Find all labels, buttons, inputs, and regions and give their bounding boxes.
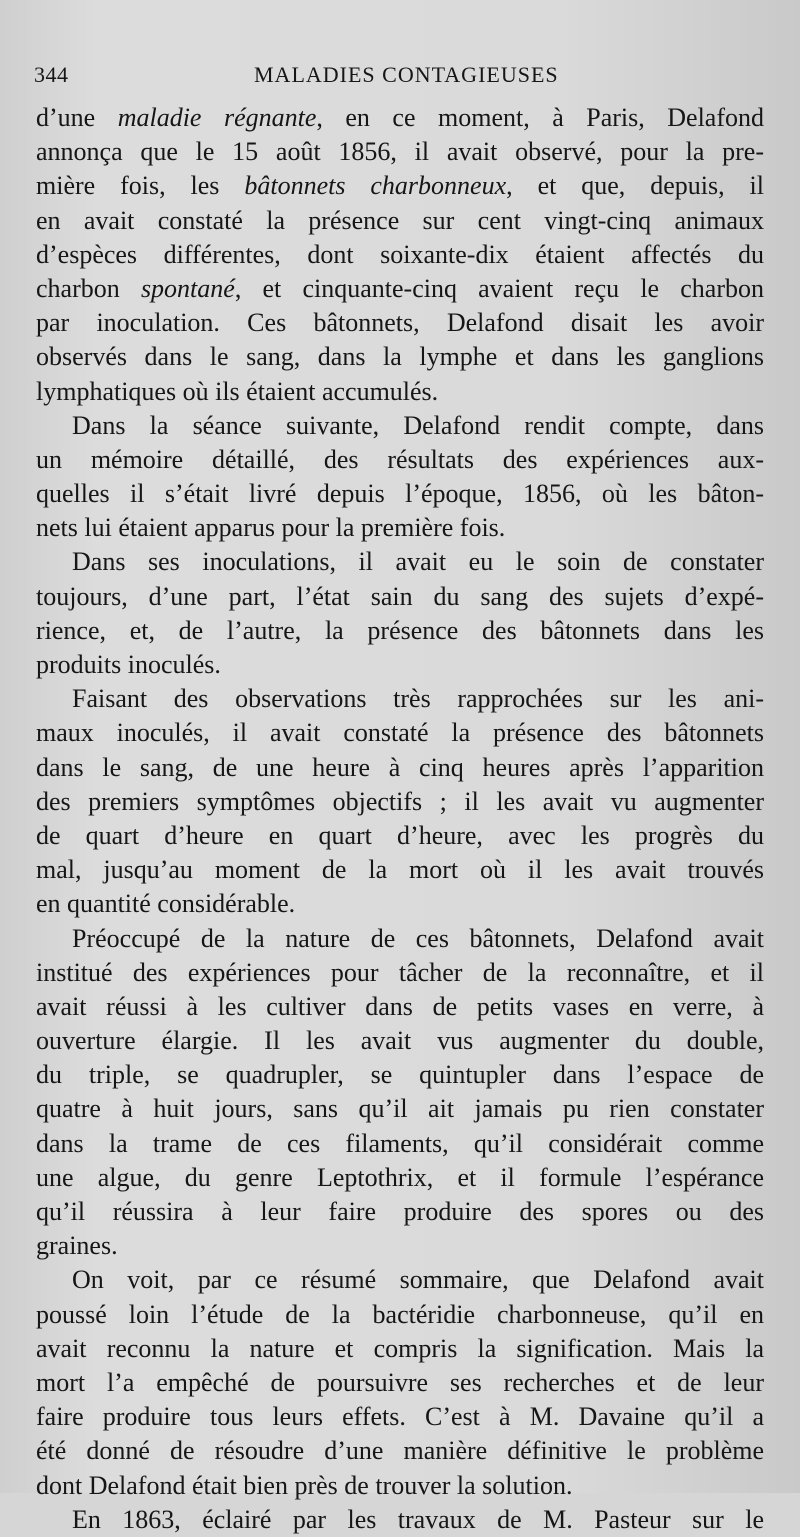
text-run: institué des expériences pour tâcher de la reconnaître, et il: [36, 957, 764, 987]
text-run: des premiers symptômes objectifs ; il les avait vu augmenter: [36, 786, 764, 816]
text-run: dont Delafond était bien près de trouver la solution.: [36, 1470, 573, 1500]
text-run: mière fois, les: [36, 171, 245, 201]
text-run: maux inoculés, il avait constaté la présence des bâtonnets: [36, 718, 764, 748]
text-run: Dans la séance suivante, Delafond rendit compte, dans: [72, 410, 764, 440]
text-run: mort l’a empêché de poursuivre ses recherches et de leur: [36, 1367, 764, 1397]
text-line: [36, 819, 764, 853]
text-run: ouverture élargie. Il les avait vus augmenter du double,: [36, 1026, 764, 1056]
text-run: annonça que le 15 août 1856, il avait observé, pour la pre-: [36, 137, 764, 167]
text-line: [36, 204, 764, 238]
text-run: d’espèces différentes, dont soixante-dix étaient affectés du: [36, 239, 764, 269]
text-line: [36, 1195, 764, 1229]
text-run: quelles il s’était livré depuis l’époque, 1856, où les bâton-: [36, 479, 764, 509]
text-line: [36, 238, 764, 272]
text-run: toujours, d’une part, l’état sain du sang des sujets d’expé-: [36, 581, 764, 611]
text-run: d’une: [36, 103, 118, 132]
text-line: [36, 409, 764, 443]
text-run: faire produire tous leurs effets. C’est à M. Davaine qu’il a: [36, 1402, 764, 1432]
text-line: [36, 375, 764, 409]
text-run: un mémoire détaillé, des résultats des expériences aux-: [36, 444, 764, 474]
paragraph: [36, 545, 764, 682]
paragraph: [36, 101, 764, 409]
paragraph: [36, 922, 764, 1264]
text-line: [36, 580, 764, 614]
text-line: [36, 956, 764, 990]
paragraph: [36, 682, 764, 921]
paragraph: [36, 1263, 764, 1502]
text-run: , et cinquante-cinq avaient reçu le charbon: [234, 273, 765, 303]
text-line: [36, 1024, 764, 1058]
text-line: [36, 887, 764, 921]
text-line: [36, 340, 764, 374]
text-line: [36, 1127, 764, 1161]
text-line: [36, 1503, 764, 1537]
text-run: observés dans le sang, dans la lymphe et dans les ganglions: [36, 342, 764, 372]
text-line: [36, 614, 764, 648]
text-line: [36, 511, 764, 545]
text-run: par inoculation. Ces bâtonnets, Delafond disait les avoir: [36, 308, 764, 338]
text-run: du triple, se quadrupler, se quintupler dans l’espace de: [36, 1060, 764, 1090]
text-run: produits inoculés.: [36, 650, 221, 679]
text-line: [36, 1434, 764, 1468]
text-line: [36, 1092, 764, 1126]
text-run: , et que, depuis, il: [506, 171, 764, 201]
text-run: , en ce moment, à Paris, Delafond: [316, 103, 764, 132]
text-line: [36, 785, 764, 819]
text-line: [36, 716, 764, 750]
text-run: Faisant des observations très rapprochées sur les ani-: [72, 684, 764, 714]
text-line: [36, 545, 764, 579]
text-line: [36, 1366, 764, 1400]
italic-run: maladie régnante: [117, 103, 317, 132]
text-line: [36, 1469, 764, 1503]
text-run: rience, et, de l’autre, la présence des bâtonnets dans les: [36, 615, 764, 645]
text-line: [36, 1058, 764, 1092]
page-number: 344: [34, 62, 69, 87]
text-run: On voit, par ce résumé sommaire, que Delafond avait: [72, 1265, 764, 1295]
text-line: [36, 306, 764, 340]
text-run: lymphatiques où ils étaient accumulés.: [36, 376, 439, 406]
text-run: en avait constaté la présence sur cent vingt-cinq animaux: [36, 205, 764, 235]
text-run: de quart d’heure en quart d’heure, avec les progrès du: [36, 820, 764, 850]
text-run: dans le sang, de une heure à cinq heures après l’apparition: [36, 752, 764, 782]
text-run: charbon: [36, 273, 141, 303]
text-line: [36, 169, 764, 203]
text-line: [36, 751, 764, 785]
text-run: Préoccupé de la nature de ces bâtonnets, Delafond avait: [72, 923, 764, 953]
text-run: en quantité considérable.: [36, 889, 296, 919]
text-run: avait réussi à les cultiver dans de petits vases en verre, à: [36, 991, 764, 1021]
text-run: avait reconnu la nature et compris la signification. Mais la: [36, 1333, 764, 1363]
text-line: [36, 1298, 764, 1332]
text-line: [36, 1263, 764, 1297]
text-line: [36, 1229, 764, 1263]
paragraph: [36, 409, 764, 546]
text-run: mal, jusqu’au moment de la mort où il les avait trouvés: [36, 855, 764, 885]
text-line: [36, 648, 764, 682]
text-line: [36, 1161, 764, 1195]
text-line: [36, 101, 764, 135]
text-run: poussé loin l’étude de la bactéridie charbonneuse, qu’il en: [36, 1299, 764, 1329]
text-line: [36, 272, 764, 306]
text-line: [36, 1332, 764, 1366]
text-run: Dans ses inoculations, il avait eu le soin de constater: [72, 547, 764, 577]
text-run: graines.: [36, 1231, 118, 1261]
text-run: nets lui étaient apparus pour la première fois.: [36, 513, 506, 543]
text-run: une algue, du genre Leptothrix, et il formule l’espérance: [36, 1162, 764, 1192]
text-run: dans la trame de ces filaments, qu’il considérait comme: [36, 1128, 764, 1158]
running-title: MALADIES CONTAGIEUSES: [254, 62, 559, 87]
text-run: En 1863, éclairé par les travaux de M. Pasteur sur le: [72, 1504, 764, 1534]
text-line: [36, 477, 764, 511]
text-line: [36, 135, 764, 169]
text-run: été donné de résoudre d’une manière définitive le problème: [36, 1436, 764, 1466]
text-run: quatre à huit jours, sans qu’il ait jamais pu rien constater: [36, 1094, 764, 1124]
text-line: [36, 990, 764, 1024]
text-run: qu’il réussira à leur faire produire des spores ou des: [36, 1197, 764, 1226]
text-line: [36, 1400, 764, 1434]
paragraph: [36, 1503, 764, 1537]
page-header: [34, 62, 756, 92]
italic-run: bâtonnets charbonneux: [244, 171, 507, 201]
text-line: [36, 682, 764, 716]
body-text: [36, 101, 764, 1537]
text-line: [36, 853, 764, 887]
text-line: [36, 443, 764, 477]
italic-run: spontané: [140, 273, 235, 303]
text-line: [36, 922, 764, 956]
